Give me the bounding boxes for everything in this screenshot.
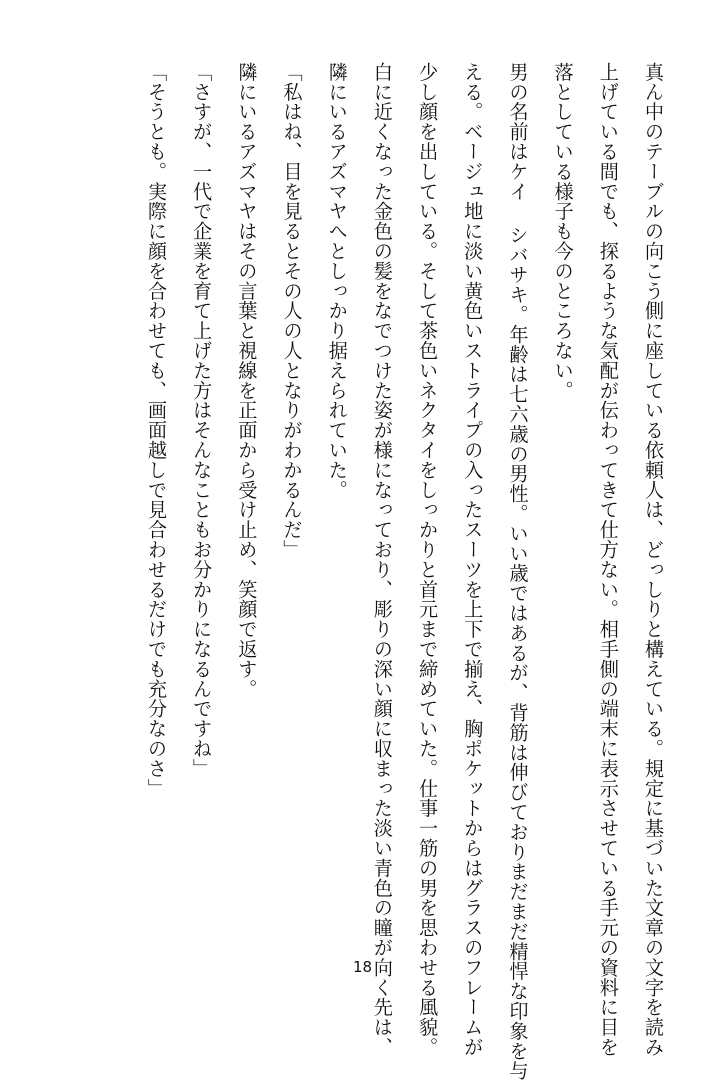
text-line: 「さすが、一代で企業を育て上げた方はそんなこともお分かりになるんですね」: [190, 62, 214, 779]
page-number: 18: [352, 958, 373, 976]
text-line: 「そうとも。実際に顔を合わせても、画面越しで見合わせるだけでも充分なのさ」: [144, 62, 168, 799]
text-line: 「私はね、目を見るとその人の人となりがわかるんだ」: [280, 62, 304, 560]
text-line: える。ベージュ地に淡い黄色いストライプの入ったスーツを上下で揃え、胸ポケットからはグラスのフレームが: [461, 62, 485, 1057]
text-line: 落としている様子も今のところない。: [551, 62, 575, 401]
text-line: 少し顔を出している。そして茶色いネクタイをしっかりと首元まで締めていた。仕事一筋の男を思わせる風貌。: [416, 62, 440, 1057]
text-line: 隣にいるアズマヤへとしっかり据えられていた。: [325, 62, 349, 500]
text-line: 真ん中のテーブルの向こう側に座している依頼人は、どっしりと構えている。規定に基づいた文章の文字を読み: [642, 62, 665, 1057]
text-line: 上げている間でも、探るような気配が伝わってきて仕方ない。相手側の端末に表示させている手元の資料に目を: [596, 62, 620, 1057]
text-line: 白に近くなった金色の髪をなでつけた姿が様になっており、彫りの深い顔に収まった淡い青色の瞳が向く先は、: [370, 62, 394, 1057]
text-line: 男の名前はケイ シバサキ。年齢は七六歳の男性。いい歳ではあるが、背筋は伸びておりまだまだ精悍な印象を与: [506, 62, 530, 1081]
text-line: 隣にいるアズマヤはその言葉と視線を正面から受け止め、笑顔で返す。: [235, 62, 259, 699]
